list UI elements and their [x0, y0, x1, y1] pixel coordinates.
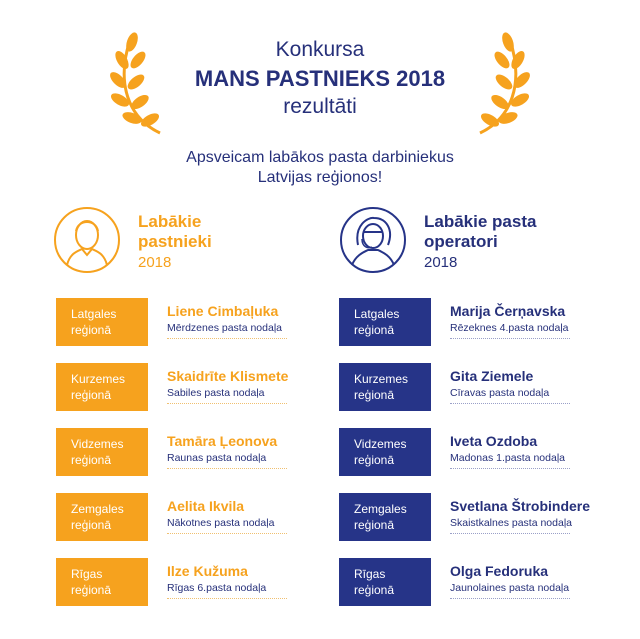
operator-headset-icon	[338, 205, 408, 275]
post-office: Madonas 1.pasta nodaļa	[450, 452, 566, 464]
region-badge	[56, 363, 148, 411]
post-office: Cīravas pasta nodaļa	[450, 387, 550, 399]
region-badge	[56, 558, 148, 606]
left-category-title-line-1: Labākie	[138, 212, 202, 231]
region-suffix: reģionā	[354, 323, 395, 337]
right-row-4	[339, 493, 609, 543]
winner-name: Ilze Kužuma	[167, 563, 248, 579]
region-name: Latgales	[354, 307, 400, 321]
region-badge	[339, 558, 431, 606]
region-name: Latgales	[71, 307, 117, 321]
dotted-divider	[167, 403, 287, 404]
winner-name: Olga Fedoruka	[450, 563, 549, 579]
region-badge	[56, 298, 148, 346]
post-office: Rēzeknes 4.pasta nodaļa	[450, 322, 569, 334]
winner-name: Iveta Ozdoba	[450, 433, 538, 449]
dotted-divider	[167, 468, 287, 469]
dotted-divider	[167, 338, 287, 339]
right-category-title-line-1: Labākie pasta	[424, 212, 537, 231]
region-suffix: reģionā	[71, 453, 112, 467]
region-badge	[339, 428, 431, 476]
winner-name: Aelita Ikvila	[167, 498, 245, 514]
winner-name: Liene Cimbaļuka	[167, 303, 279, 319]
left-category-title-line-2: pastnieki	[138, 232, 212, 251]
dotted-divider	[450, 598, 570, 599]
right-category-year: 2018	[424, 254, 458, 271]
region-badge	[339, 493, 431, 541]
region-name: Vidzemes	[354, 437, 407, 451]
title-line-1: Konkursa	[275, 38, 365, 61]
post-office: Jaunolaines pasta nodaļa	[450, 582, 570, 594]
region-badge	[56, 493, 148, 541]
region-suffix: reģionā	[354, 583, 395, 597]
region-badge	[339, 363, 431, 411]
right-category-title	[424, 212, 536, 252]
region-name: Rīgas	[354, 567, 386, 581]
region-suffix: reģionā	[354, 388, 395, 402]
right-category-title-line-2: operatori	[424, 232, 498, 251]
region-suffix: reģionā	[354, 453, 395, 467]
region-name: Rīgas	[71, 567, 103, 581]
region-suffix: reģionā	[71, 583, 112, 597]
dotted-divider	[450, 468, 570, 469]
right-row-2	[339, 363, 599, 413]
right-row-3	[339, 428, 599, 478]
left-row-4	[56, 493, 296, 543]
subtitle-line-2: Latvijas reģionos!	[257, 169, 383, 186]
region-badge	[339, 298, 431, 346]
post-office: Skaistkalnes pasta nodaļa	[450, 517, 572, 529]
left-category-year: 2018	[138, 254, 172, 271]
post-office: Sabiles pasta nodaļa	[167, 387, 265, 399]
region-suffix: reģionā	[71, 518, 112, 532]
region-suffix: reģionā	[71, 323, 112, 337]
title-line-2: MANS PASTNIEKS 2018	[194, 66, 446, 91]
post-office: Mērdzenes pasta nodaļa	[167, 322, 282, 334]
dotted-divider	[450, 533, 570, 534]
region-suffix: reģionā	[71, 388, 112, 402]
left-row-2	[56, 363, 296, 413]
dotted-divider	[167, 598, 287, 599]
region-name: Kurzemes	[71, 372, 126, 386]
dotted-divider	[450, 403, 570, 404]
left-row-5	[56, 558, 296, 608]
winner-name: Tamāra Ļeonova	[167, 433, 278, 449]
subtitle-line-1: Apsveicam labākos pasta darbiniekus	[186, 149, 454, 166]
left-row-3	[56, 428, 296, 478]
post-office: Nākotnes pasta nodaļa	[167, 517, 275, 529]
dotted-divider	[450, 338, 570, 339]
right-row-5	[339, 558, 599, 608]
region-suffix: reģionā	[354, 518, 395, 532]
region-name: Zemgales	[71, 502, 124, 516]
left-category-title	[138, 212, 212, 252]
region-name: Kurzemes	[354, 372, 409, 386]
winner-name: Gita Ziemele	[450, 368, 534, 384]
region-name: Zemgales	[354, 502, 407, 516]
title-line-3: rezultāti	[283, 95, 357, 118]
dotted-divider	[167, 533, 287, 534]
postman-person-icon	[52, 205, 122, 275]
post-office: Raunas pasta nodaļa	[167, 452, 267, 464]
region-name: Vidzemes	[71, 437, 124, 451]
winner-name: Marija Čerņavska	[450, 303, 566, 319]
region-badge	[56, 428, 148, 476]
post-office: Rīgas 6.pasta nodaļa	[167, 582, 267, 594]
subtitle	[0, 148, 640, 188]
left-row-1	[56, 298, 296, 348]
winner-name: Skaidrīte Klismete	[167, 368, 289, 384]
right-row-1	[339, 298, 599, 348]
winner-name: Svetlana Štrobindere	[450, 498, 591, 514]
